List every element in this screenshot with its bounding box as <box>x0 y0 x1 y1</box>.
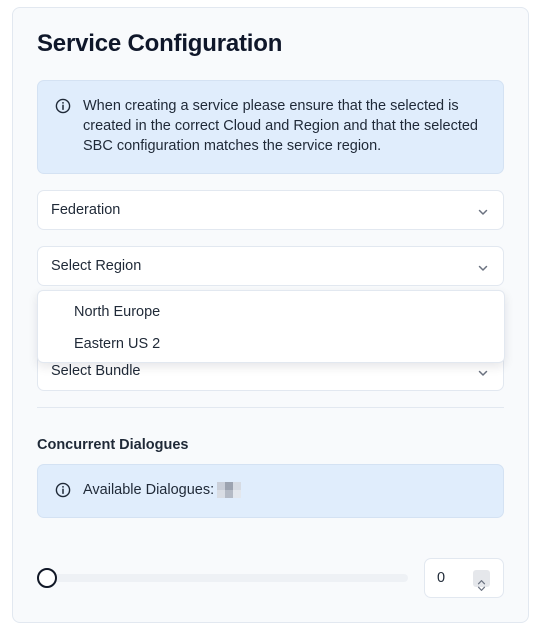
available-dialogues-alert <box>37 464 504 518</box>
chevron-down-icon <box>477 366 489 384</box>
number-stepper[interactable] <box>473 570 490 587</box>
info-icon <box>55 482 71 503</box>
dialogues-slider-track[interactable] <box>47 574 408 582</box>
federation-select-value: Federation <box>51 202 121 218</box>
redacted-value <box>217 482 241 498</box>
dialogues-number-input[interactable] <box>424 558 504 598</box>
chevron-down-icon <box>477 205 489 223</box>
available-dialogues-label: Available Dialogues: <box>83 482 215 498</box>
bundle-select-value: Select Bundle <box>51 363 141 379</box>
info-icon <box>55 98 71 119</box>
divider <box>37 407 504 408</box>
region-dropdown-menu <box>37 290 505 363</box>
dialogues-slider-thumb[interactable] <box>37 568 57 588</box>
chevron-down-icon[interactable] <box>477 579 486 597</box>
info-alert <box>37 80 504 174</box>
chevron-down-icon <box>477 261 489 279</box>
federation-select[interactable] <box>37 190 504 230</box>
info-alert-text: When creating a service please ensure that the selected is created in the correct Cloud and Region and that the selected SBC configuration matches the service region. <box>83 98 478 154</box>
region-option-eastern-us-2[interactable]: Eastern US 2 <box>74 336 161 352</box>
region-option-north-europe[interactable]: North Europe <box>74 304 161 320</box>
page-title: Service Configuration <box>37 30 283 57</box>
region-select-value: Select Region <box>51 258 142 274</box>
concurrent-dialogues-label: Concurrent Dialogues <box>37 437 189 453</box>
dialogues-number-value: 0 <box>437 570 446 586</box>
region-select[interactable] <box>37 246 504 286</box>
